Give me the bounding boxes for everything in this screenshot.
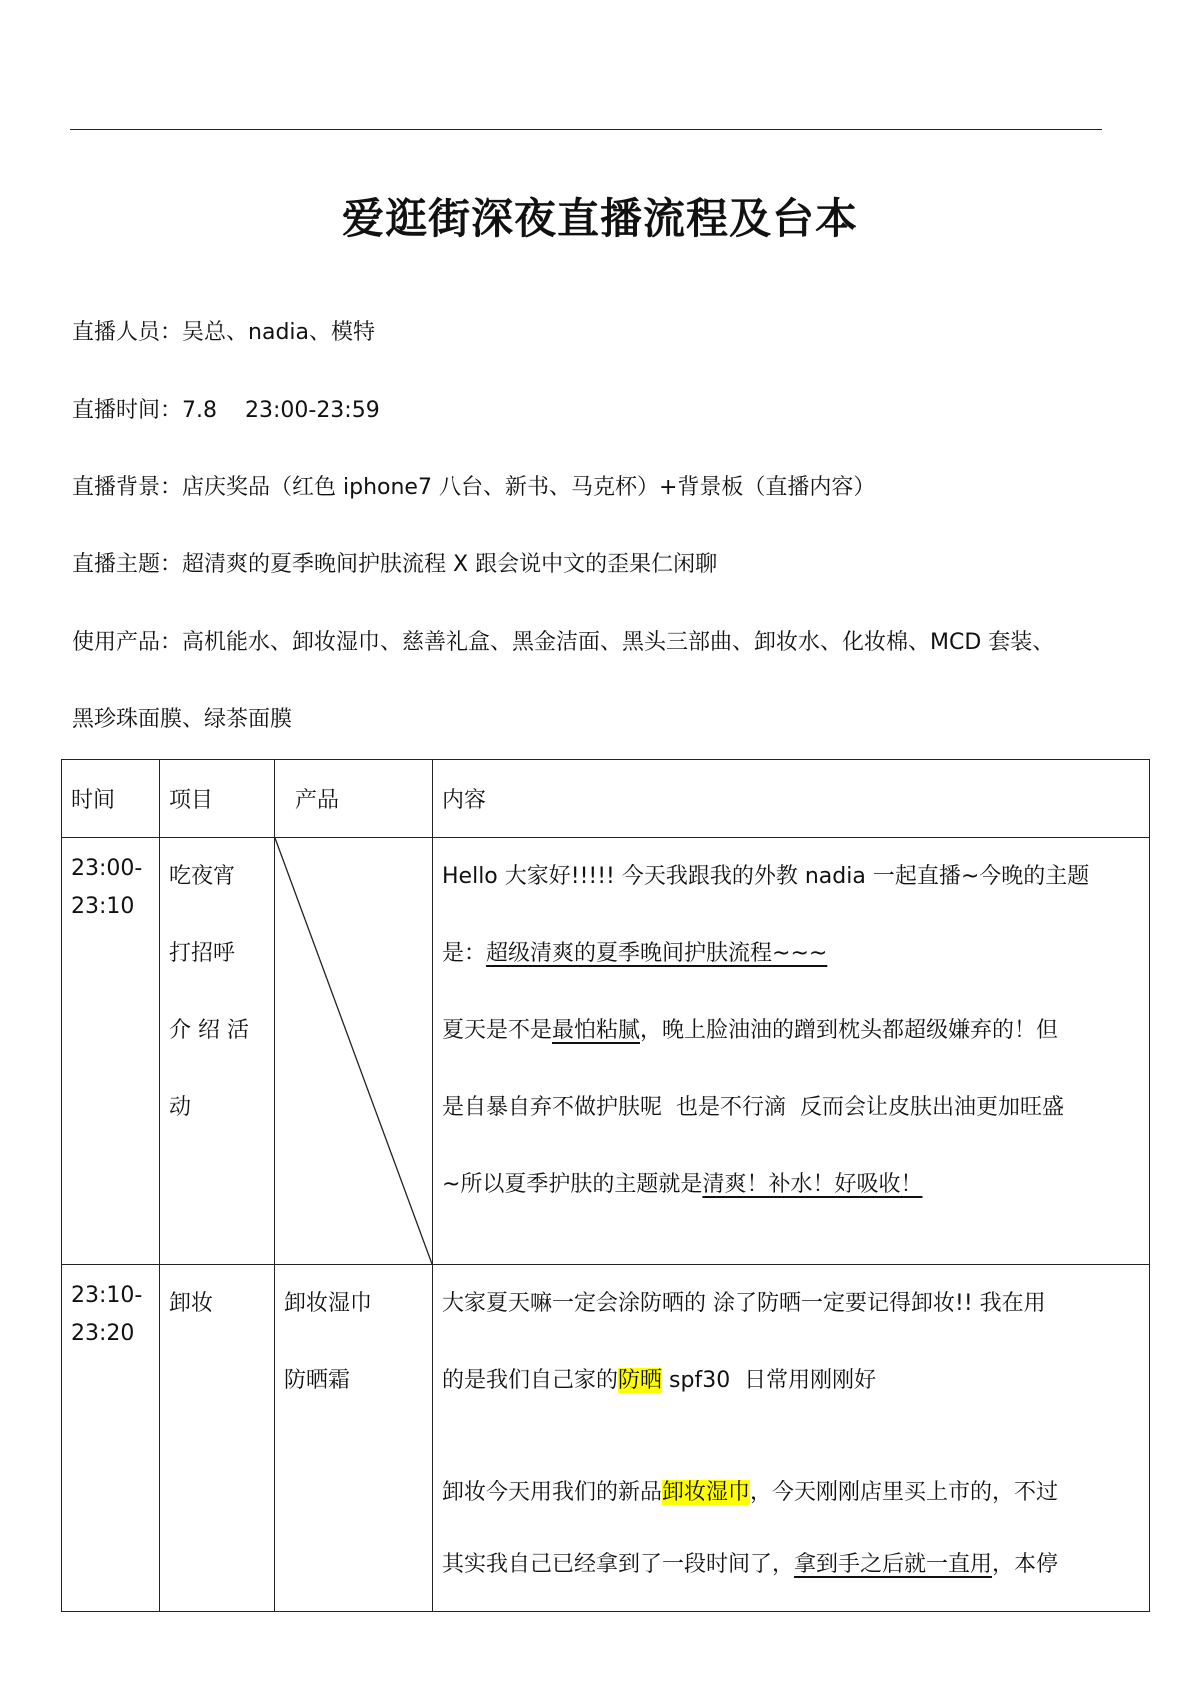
meta-value: 超清爽的夏季晚间护肤流程 X 跟会说中文的歪果仁闲聊 xyxy=(182,552,718,577)
content-line: 的是我们自己家的防晒 spf30 日常用刚刚好 xyxy=(442,1368,877,1393)
diagonal-strike xyxy=(275,838,432,1264)
time-start: 23:00- xyxy=(71,856,143,881)
underlined-text: 拿到手之后就一直用 xyxy=(794,1552,993,1577)
meta-key: 直播人员： xyxy=(72,320,183,345)
meta-key: 直播主题： xyxy=(72,552,183,577)
meta-value: 7.8 23:00-23:59 xyxy=(182,398,380,423)
content-line: ~所以夏季护肤的主题就是清爽！补水！好吸收！ xyxy=(442,1172,923,1197)
header-rule xyxy=(70,129,1102,130)
time-cell xyxy=(62,838,160,1265)
content-line: 是：超级清爽的夏季晚间护肤流程~~~ xyxy=(442,941,828,966)
header-product: 产品 xyxy=(275,760,433,838)
script-table xyxy=(61,759,1150,1612)
content-line: 夏天是不是最怕粘腻，晚上脸油油的蹭到枕头都超级嫌弃的！但 xyxy=(442,1018,1059,1043)
meta-line-theme xyxy=(72,550,717,580)
meta-value: 黑珍珠面膜、绿茶面膜 xyxy=(72,707,293,732)
meta-line-staff xyxy=(72,318,375,348)
content-cell xyxy=(433,838,1150,1265)
content-cell xyxy=(433,1265,1150,1612)
item-line: 动 xyxy=(169,1095,192,1120)
meta-value: 店庆奖品（红色 iphone7 八台、新书、马克杯）+背景板（直播内容） xyxy=(182,475,876,500)
underlined-text: 最怕粘腻 xyxy=(552,1018,641,1043)
product-line: 防晒霜 xyxy=(284,1368,351,1393)
highlighted-text: 防晒 xyxy=(618,1368,663,1393)
header-item: 项目 xyxy=(160,760,275,838)
item-line: 打招呼 xyxy=(169,941,236,966)
meta-line-products-cont xyxy=(72,705,292,735)
underlined-text: 清爽！补水！好吸收！ xyxy=(702,1172,923,1197)
time-end: 23:20 xyxy=(71,1321,135,1346)
document-title: 爱逛街深夜直播流程及台本 xyxy=(341,194,858,243)
item-line: 卸妆 xyxy=(169,1291,214,1316)
item-line: 吃夜宵 xyxy=(169,864,236,889)
highlighted-text: 卸妆湿巾 xyxy=(662,1480,751,1505)
product-line: 卸妆湿巾 xyxy=(284,1291,373,1316)
product-cell xyxy=(275,1265,433,1612)
meta-key: 直播背景： xyxy=(72,475,183,500)
meta-value: 高机能水、卸妆湿巾、慈善礼盒、黑金洁面、黑头三部曲、卸妆水、化妆棉、MCD 套装、 xyxy=(182,630,1055,655)
item-line: 介 绍 活 xyxy=(169,1018,249,1043)
table-row xyxy=(62,1265,1150,1612)
content-line: 大家夏天嘛一定会涂防晒的 涂了防晒一定要记得卸妆!! 我在用 xyxy=(442,1291,1046,1316)
underlined-text: 超级清爽的夏季晚间护肤流程~~~ xyxy=(486,941,828,966)
product-cell-empty xyxy=(275,838,433,1265)
meta-key: 使用产品： xyxy=(72,630,183,655)
meta-line-products xyxy=(72,628,1054,658)
meta-value: 吴总、nadia、模特 xyxy=(182,320,375,345)
content-line: 其实我自己已经拿到了一段时间了，拿到手之后就一直用，本停 xyxy=(442,1552,1059,1577)
table-header-row xyxy=(62,760,1150,838)
item-cell xyxy=(160,1265,275,1612)
header-content: 内容 xyxy=(433,760,1150,838)
blank-line xyxy=(442,1419,1140,1457)
meta-line-background xyxy=(72,473,875,503)
time-cell xyxy=(62,1265,160,1612)
content-line: 卸妆今天用我们的新品卸妆湿巾，今天刚刚店里买上市的，不过 xyxy=(442,1480,1059,1505)
meta-line-time xyxy=(72,396,380,426)
table-row xyxy=(62,838,1150,1265)
content-line: 是自暴自弃不做护肤呢 也是不行滴 反而会让皮肤出油更加旺盛 xyxy=(442,1095,1064,1120)
time-end: 23:10 xyxy=(71,894,135,919)
time-start: 23:10- xyxy=(71,1283,143,1308)
item-cell xyxy=(160,838,275,1265)
content-line: Hello 大家好!!!!! 今天我跟我的外教 nadia 一起直播~今晚的主题 xyxy=(442,864,1090,889)
header-time: 时间 xyxy=(62,760,160,838)
meta-key: 直播时间： xyxy=(72,398,183,423)
